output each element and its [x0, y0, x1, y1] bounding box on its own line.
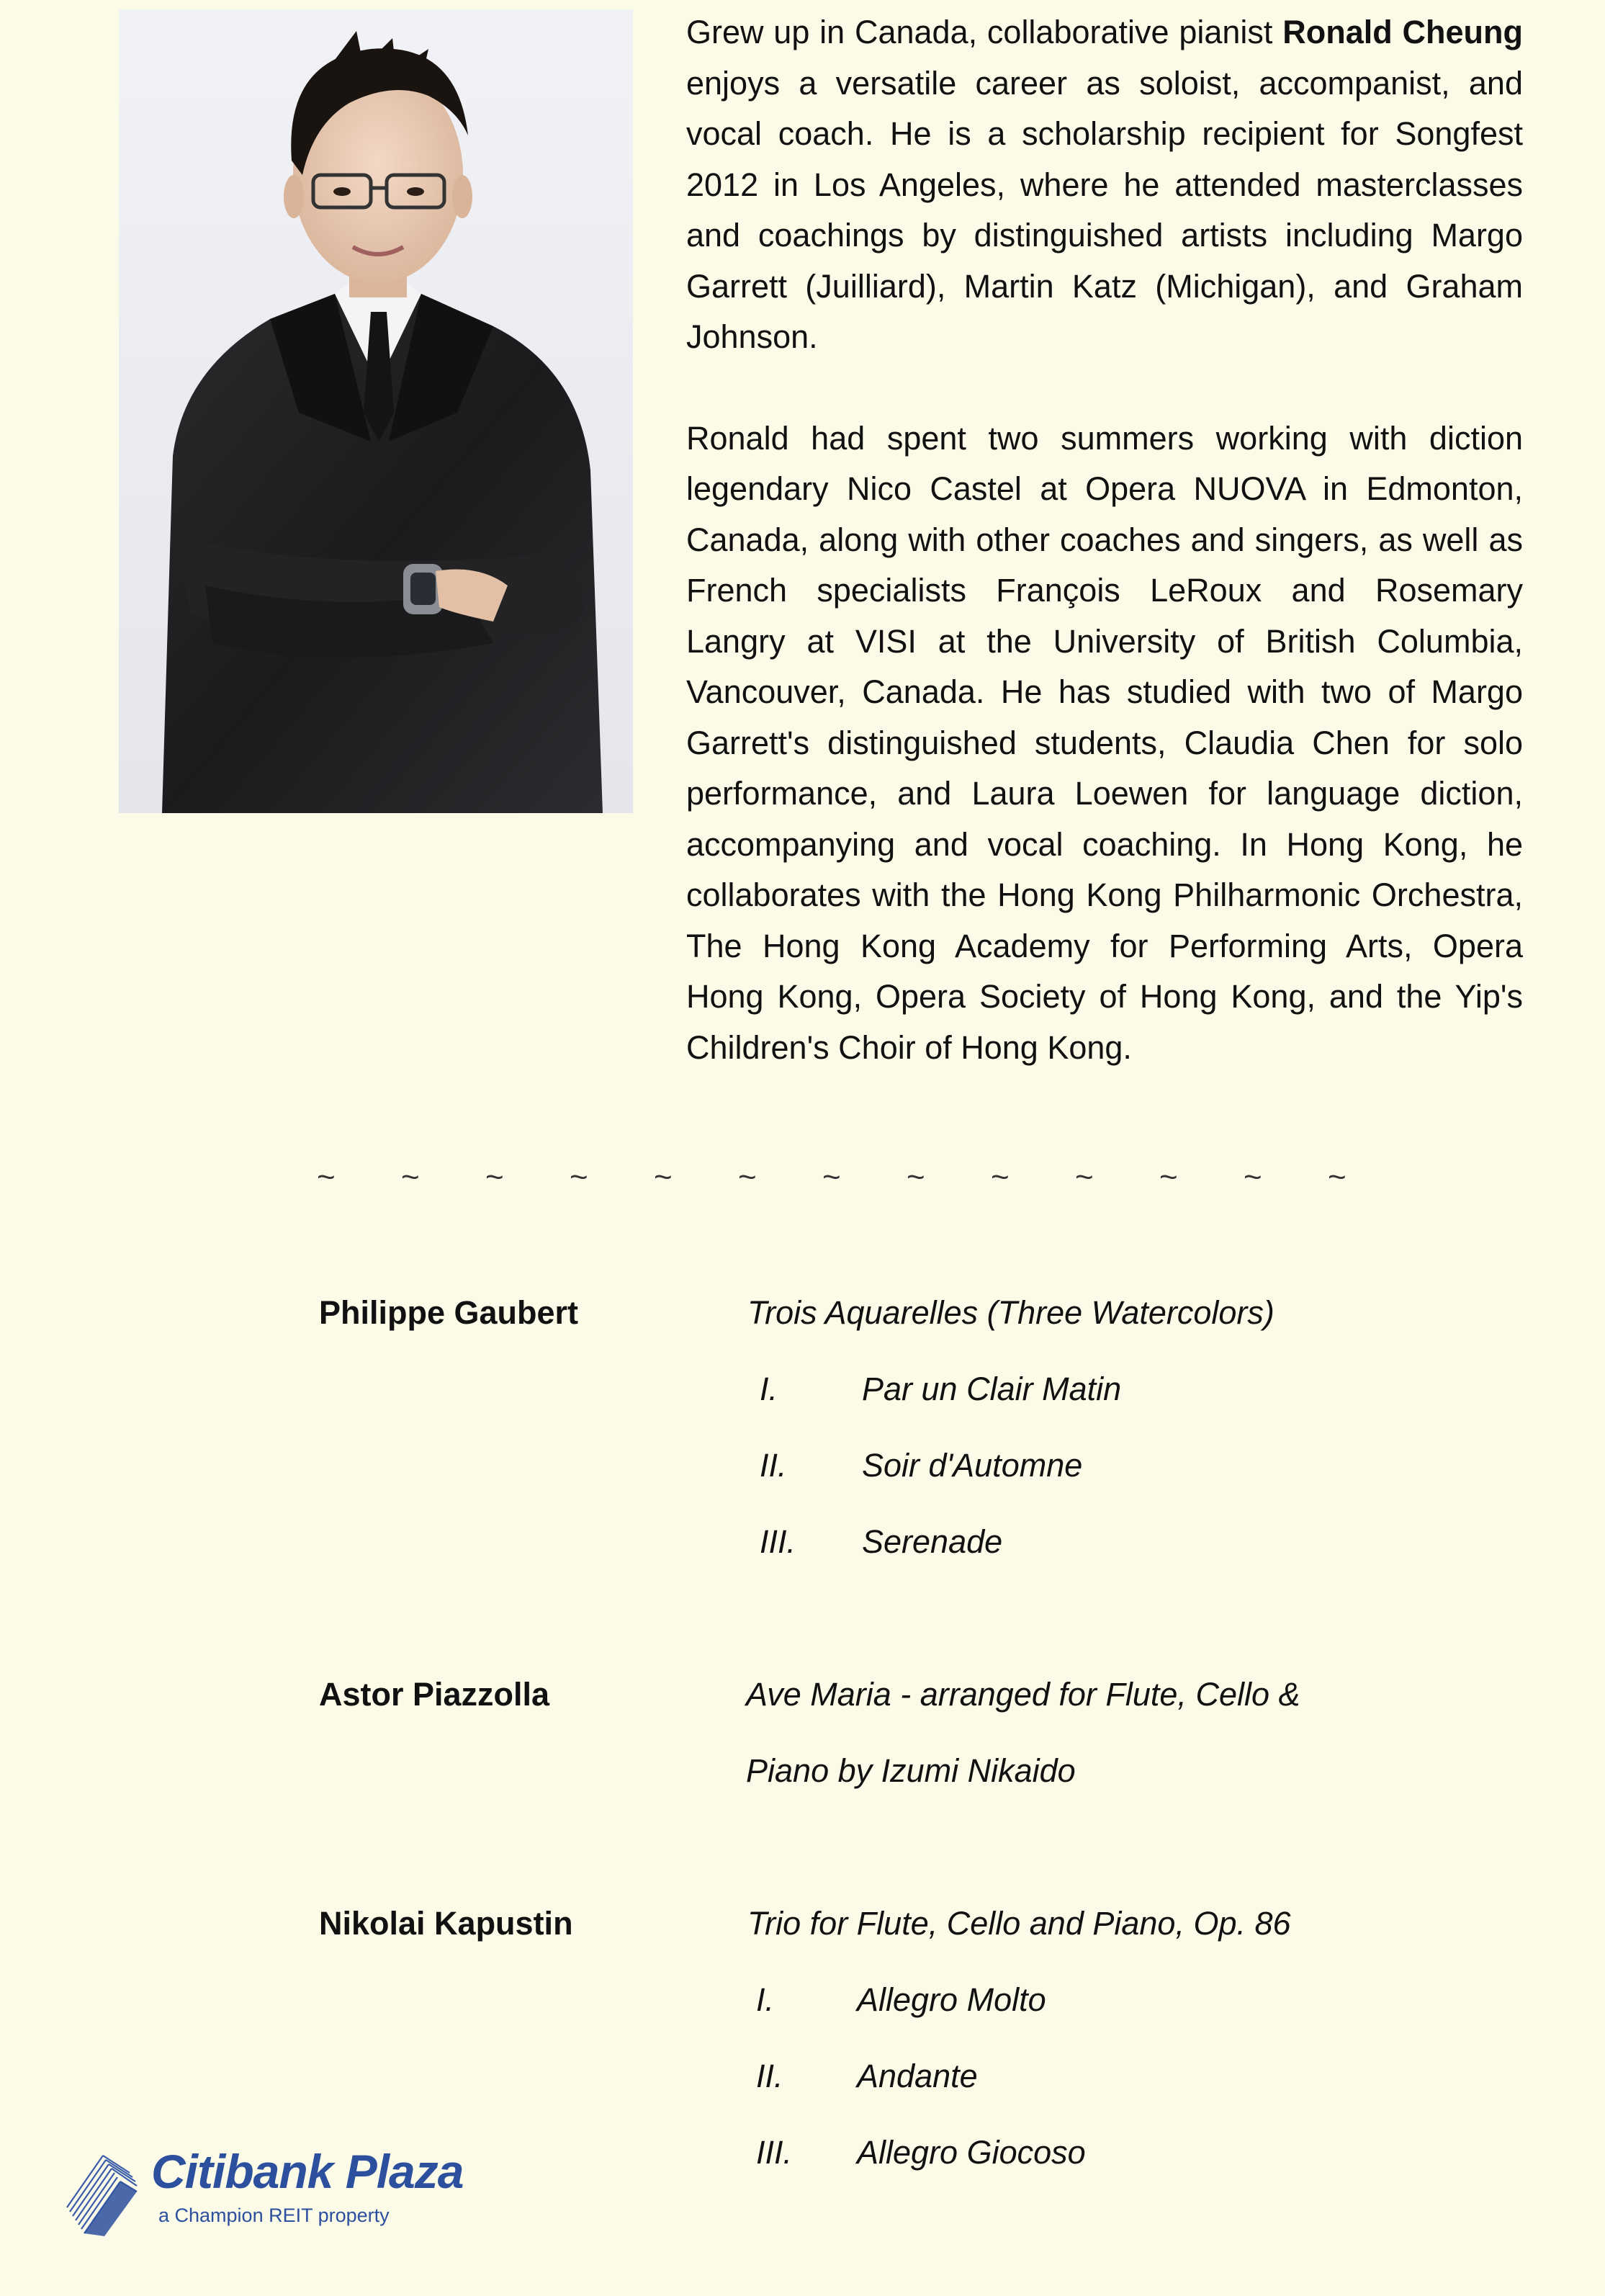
movement-title: Serenade — [862, 1523, 1003, 1560]
tilde: ~ — [570, 1160, 588, 1195]
logo-wordmark: Citibank Plaza — [151, 2145, 464, 2198]
movement-number: II. — [756, 2058, 783, 2094]
bio-p1-rest: enjoys a versatile career as soloist, accompanist, and vocal coach. He is a scholarship recipient for Songfest 2012 in Los Angeles, where he attended masterclasses and coachings by distinguished artists including Margo Garrett (Juilliard), Martin Katz (Michigan), and Graham Johnson. — [686, 64, 1523, 355]
movement-number: I. — [760, 1371, 778, 1407]
composer-name: Astor Piazzolla — [319, 1676, 550, 1713]
tilde-divider — [317, 1160, 1469, 1196]
portrait-illustration — [119, 9, 633, 813]
movement-title: Allegro Molto — [857, 1981, 1046, 2018]
tilde: ~ — [991, 1160, 1010, 1195]
composer-name: Philippe Gaubert — [319, 1294, 579, 1331]
tilde: ~ — [1159, 1160, 1178, 1195]
piece-title-line-1: Ave Maria - arranged for Flute, Cello & — [746, 1676, 1300, 1713]
tilde: ~ — [1075, 1160, 1094, 1195]
movement-number: III. — [760, 1523, 796, 1560]
movement-title: Allegro Giocoso — [857, 2134, 1086, 2171]
tilde: ~ — [485, 1160, 504, 1195]
tilde: ~ — [738, 1160, 757, 1195]
bio-p1-lead: Grew up in Canada, collaborative pianist — [686, 14, 1283, 50]
tilde: ~ — [317, 1160, 336, 1195]
pianist-portrait — [119, 9, 633, 813]
tilde: ~ — [1328, 1160, 1347, 1195]
movement-number: II. — [760, 1447, 787, 1484]
movement-title: Par un Clair Matin — [862, 1371, 1122, 1407]
tilde: ~ — [822, 1160, 841, 1195]
movement-title: Soir d'Automne — [862, 1447, 1083, 1484]
building-icon — [61, 2143, 140, 2236]
bio-paragraph-1 — [686, 7, 1523, 363]
composer-name: Nikolai Kapustin — [319, 1905, 573, 1942]
movement-number: I. — [756, 1981, 775, 2018]
citibank-plaza-logo — [61, 2143, 580, 2243]
tilde: ~ — [401, 1160, 420, 1195]
piece-title: Trio for Flute, Cello and Piano, Op. 86 — [747, 1905, 1291, 1942]
logo-tagline: a Champion REIT property — [158, 2205, 390, 2226]
bio-paragraph-2: Ronald had spent two summers working with diction legendary Nico Castel at Opera NUOVA in Edmonton, Canada, along with other coaches and singers, as well as French specialists François LeRoux and Rosemary Langry at VISI at the University of British Columbia, Vancouver, Canada. He has studied with two of Margo Garrett's distinguished students, Claudia Chen for solo performance, and Laura Loewen for language diction, accompanying and vocal coaching. In Hong Kong, he collaborates with the Hong Kong Philharmonic Orchestra, The Hong Kong Academy for Performing Arts, Opera Hong Kong, Opera Society of Hong Kong, and the Yip's Children's Choir of Hong Kong. — [686, 419, 1523, 1066]
tilde: ~ — [1244, 1160, 1262, 1195]
pianist-name: Ronald Cheung — [1282, 14, 1523, 50]
tilde: ~ — [654, 1160, 673, 1195]
piece-title: Trois Aquarelles (Three Watercolors) — [747, 1294, 1274, 1331]
piece-title-line-2: Piano by Izumi Nikaido — [746, 1752, 1076, 1789]
tilde: ~ — [907, 1160, 925, 1195]
movement-title: Andante — [857, 2058, 978, 2094]
biography — [686, 7, 1523, 1073]
movement-number: III. — [756, 2134, 793, 2171]
